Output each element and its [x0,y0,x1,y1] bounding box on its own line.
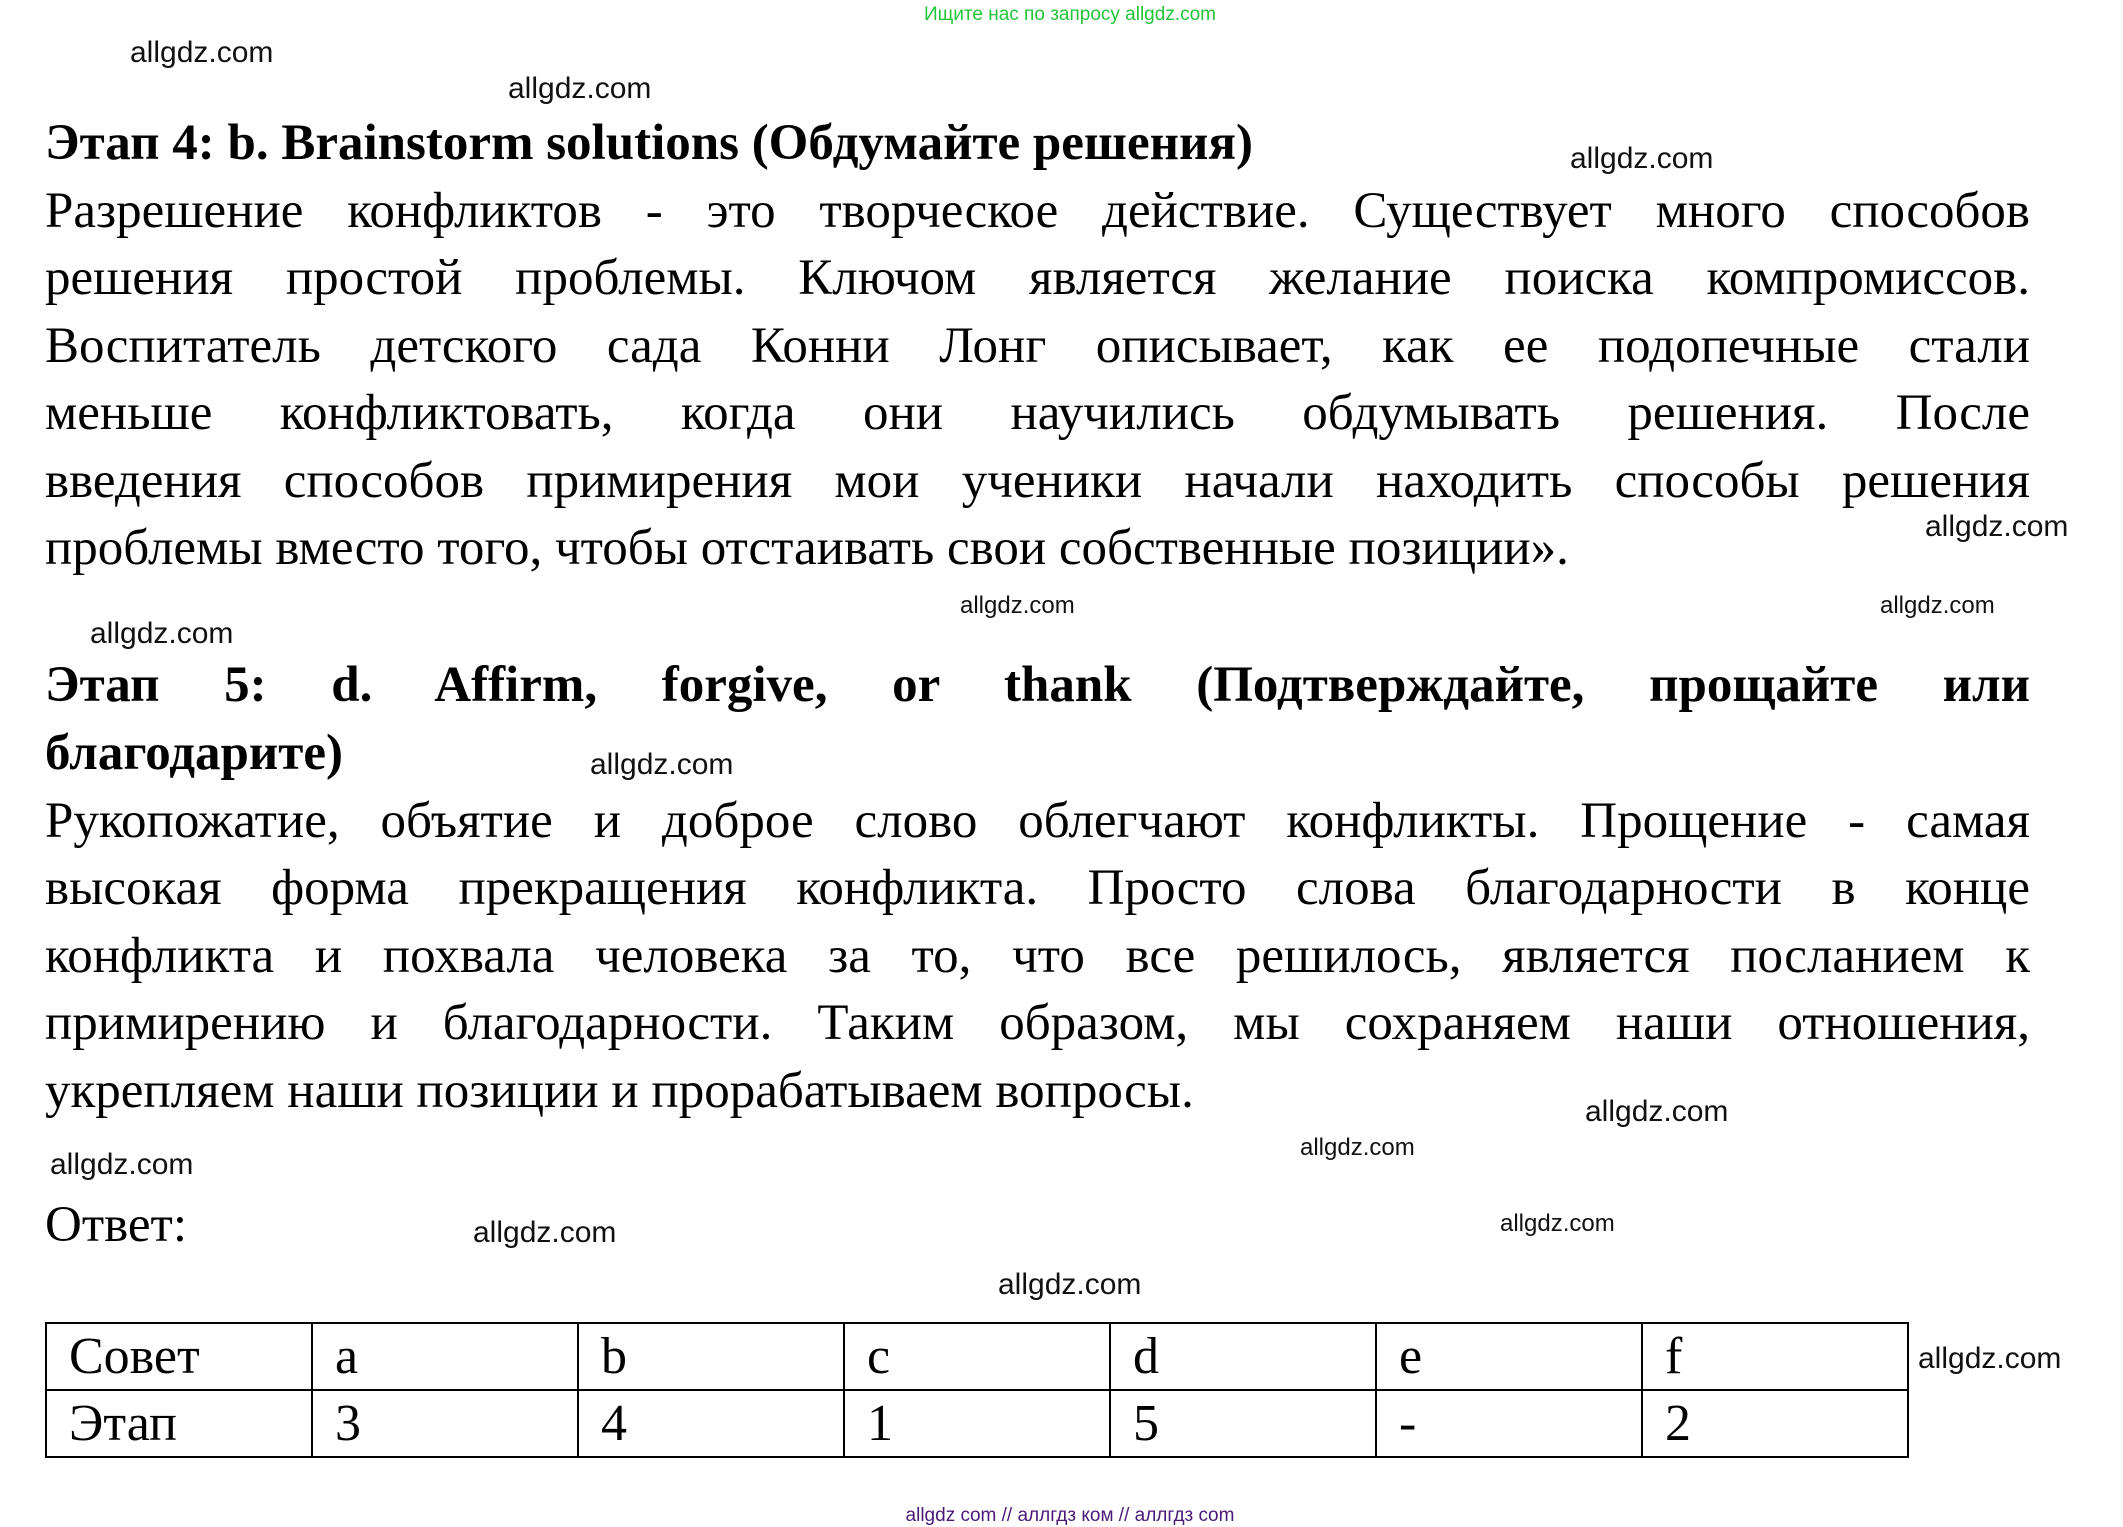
watermark: allgdz.com [998,1268,1142,1301]
answer-label: Ответ: [45,1197,187,1253]
header-banner: Ищите нас по запросу allgdz.com [923,4,1216,25]
section5-heading: Этап 5: d. Affirm, forgive, or thank (Подтверждайте, прощайте или [45,657,2030,713]
table-row [46,1323,1908,1390]
watermark: allgdz.com [1570,142,1714,175]
table-cell: f [1642,1323,1908,1390]
table-cell: c [844,1323,1110,1390]
table-cell: 2 [1642,1390,1908,1457]
s4-line: меньше конфликтовать, когда они научились обдумывать решения. После [45,385,2030,441]
answer-table [45,1322,1909,1458]
watermark: allgdz.com [508,72,652,105]
section5-heading-cont: благодарите) [45,725,343,781]
s5-line: высокая форма прекращения конфликта. Просто слова благодарности в конце [45,860,2030,916]
s4-line: решения простой проблемы. Ключом является желание поиска компромиссов. [45,250,2030,306]
watermark: allgdz.com [1300,1134,1415,1161]
table-cell: 1 [844,1390,1110,1457]
watermark: allgdz.com [960,592,1075,619]
s5-line: Рукопожатие, объятие и доброе слово облегчают конфликты. Прощение - самая [45,793,2030,849]
s5-line: примирению и благодарности. Таким образом, мы сохраняем наши отношения, [45,995,2030,1051]
watermark: allgdz.com [473,1216,617,1249]
section4-heading: Этап 4: b. Brainstorm solutions (Обдумайте решения) [45,115,1253,171]
watermark: allgdz.com [50,1148,194,1181]
table-cell: Этап [46,1390,312,1457]
watermark: allgdz.com [1500,1210,1615,1237]
watermark: allgdz.com [590,748,734,781]
s4-line: проблемы вместо того, чтобы отстаивать свои собственные позиции». [45,520,1569,576]
table-cell: d [1110,1323,1376,1390]
s4-line: Воспитатель детского сада Конни Лонг описывает, как ее подопечные стали [45,318,2030,374]
watermark: allgdz.com [1880,592,1995,619]
table-cell: b [578,1323,844,1390]
watermark: allgdz.com [130,36,274,69]
table-cell: a [312,1323,578,1390]
watermark: allgdz.com [1585,1095,1729,1128]
table-cell: 3 [312,1390,578,1457]
s5-line: конфликта и похвала человека за то, что все решилось, является посланием к [45,928,2030,984]
watermark: allgdz.com [1918,1342,2062,1375]
s4-line: введения способов примирения мои ученики начали находить способы решения [45,453,2030,509]
table-cell: Совет [46,1323,312,1390]
table-cell: 4 [578,1390,844,1457]
watermark: allgdz.com [1925,510,2069,543]
footer-banner: allgdz com // аллгдз ком // аллгдз com [905,1505,1235,1526]
table-row [46,1390,1908,1457]
s4-line: Разрешение конфликтов - это творческое действие. Существует много способов [45,183,2030,239]
watermark: allgdz.com [90,617,234,650]
s5-line: укрепляем наши позиции и прорабатываем вопросы. [45,1063,1194,1119]
table-cell: e [1376,1323,1642,1390]
table-cell: 5 [1110,1390,1376,1457]
table-cell: - [1376,1390,1642,1457]
